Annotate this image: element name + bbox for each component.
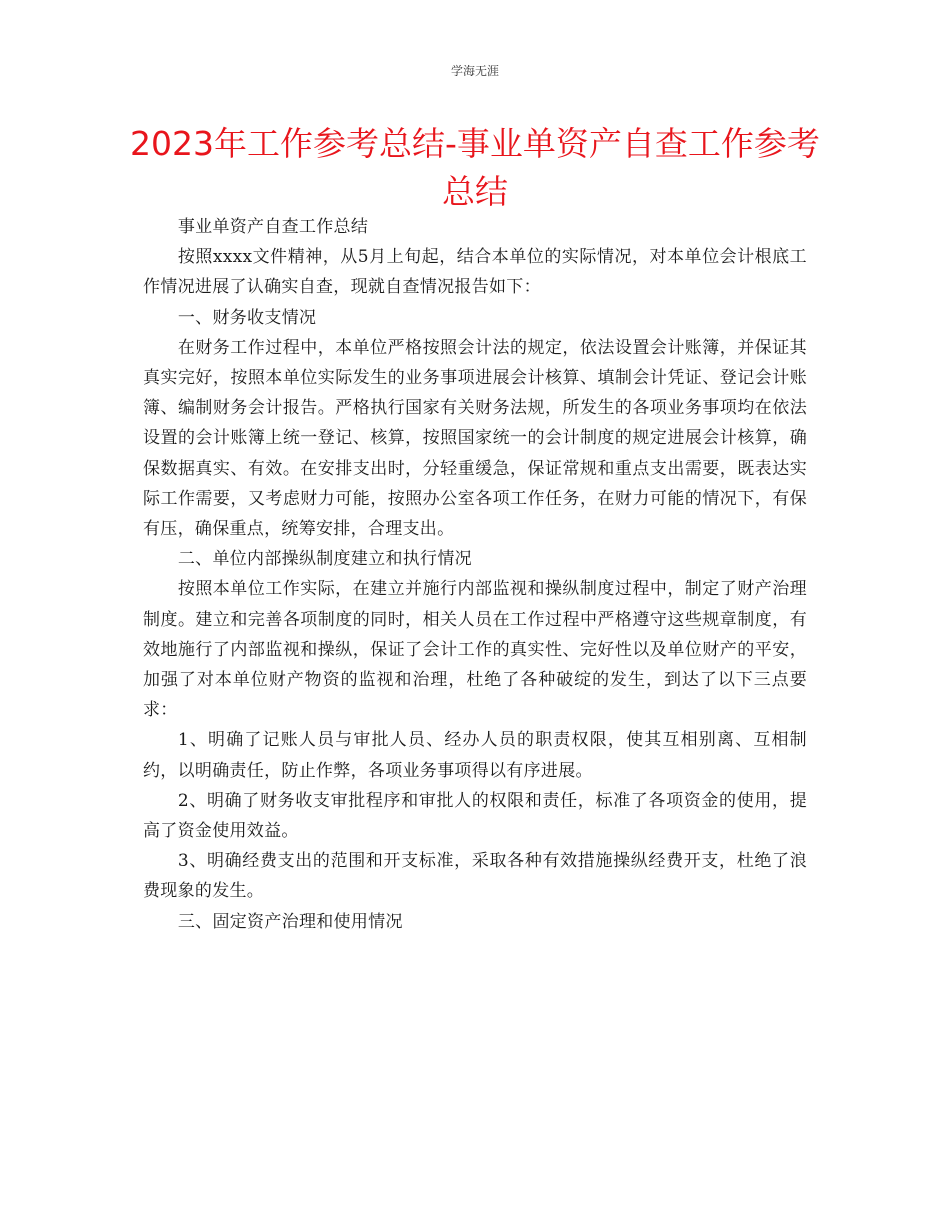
- paragraph-internal-control: 按照本单位工作实际，在建立并施行内部监视和操纵制度过程中，制定了财产治理制度。建立和完善各项制度的同时，相关人员在工作过程中严格遵守这些规章制度，有效地施行了内部监视和操纵，保证了会计工作的真实性、完好性以及单位财产的平安，加强了对本单位财产物资的监视和治理，杜绝了各种破绽的发生，到达了以下三点要求：: [143, 579, 807, 721]
- list-item-2: 2、明确了财务收支审批程序和审批人的权限和责任，标准了各项资金的使用，提高了资金使用效益。: [143, 790, 807, 842]
- section-heading-2: 二、单位内部操纵制度建立和执行情况: [177, 549, 472, 570]
- document-title: 2023年工作参考总结-事业单资产自查工作参考总结: [130, 124, 820, 211]
- section-heading-3: 三、固定资产治理和使用情况: [177, 911, 403, 932]
- paragraph-subtitle: 事业单资产自查工作总结: [177, 217, 369, 237]
- paragraph-finance: 在财务工作过程中，本单位严格按照会计法的规定，依法设置会计账簿，并保证其真实完好，按照本单位实际发生的业务事项进展会计核算、填制会计凭证、登记会计账簿、编制财务会计报告。严格执行国家有关财务法规，所发生的各项业务事项均在依法设置的会计账簿上统一登记、核算，按照国家统一的会计制度的规定进展会计核算，确保数据真实、有效。在安排支出时，分轻重缓急，保证常规和重点支出需要，既表达实际工作需要，又考虑财力可能，按照办公室各项工作任务，在财力可能的情况下，有保有压，确保重点，统筹安排，合理支出。: [143, 337, 807, 540]
- page-header: 学海无涯: [450, 64, 499, 78]
- list-item-3: 3、明确经费支出的范围和开支标准，采取各种有效措施操纵经费开支，杜绝了浪费现象的发生。: [143, 851, 807, 902]
- section-heading-1: 一、财务收支情况: [177, 307, 317, 328]
- document-body: [143, 212, 807, 937]
- paragraph-intro: 按照xxxx文件精神，从5月上旬起，结合本单位的实际情况，对本单位会计根底工作情况进展了认确实自查，现就自查情况报告如下：: [143, 247, 807, 298]
- list-item-1: 1、明确了记账人员与审批人员、经办人员的职责权限，使其互相别离、互相制约，以明确责任，防止作弊，各项业务事项得以有序进展。: [143, 730, 807, 781]
